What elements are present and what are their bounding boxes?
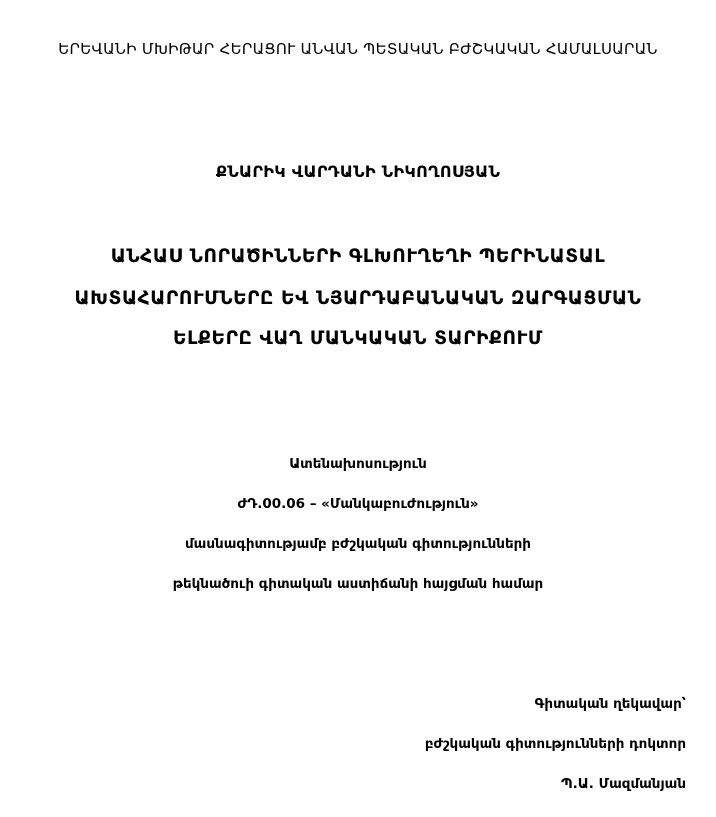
- thesis-title-line-3: ԵԼՔԵՐԸ ՎԱՂ ՄԱՆԿԱԿԱՆ ՏԱՐԻՔՈՒՄ: [173, 328, 543, 349]
- supervisor-name: Պ.Ա. Մազմանյան: [560, 776, 686, 792]
- thesis-title-line-2: ԱԽՏԱՀԱՐՈՒՄՆԵՐԸ ԵՎ ՆՅԱՐԴԱԲԱՆԱԿԱՆ ԶԱՐԳԱՑՄԱՆ: [74, 288, 642, 309]
- thesis-field: մասնագիտությամբ բժշկական գիտությունների: [185, 536, 531, 552]
- supervisor-title: բժշկական գիտությունների դոկտոր: [424, 736, 686, 752]
- thesis-degree: թեկնածուի գիտական աստիճանի հայցման համար: [172, 576, 544, 592]
- thesis-type: Ատենախոսություն: [289, 456, 427, 472]
- supervisor-role: Գիտական ղեկավար՝: [534, 696, 686, 712]
- university-name: ԵՐԵՎԱՆԻ ՄԽԻԹԱՐ ՀԵՐԱՑՈՒ ԱՆՎԱՆ ՊԵՏԱԿԱՆ ԲԺՇԿԱԿԱՆ ՀԱՄԱԼՍԱՐԱՆ: [58, 40, 658, 58]
- author-name: ՔՆԱՐԻԿ ՎԱՐԴԱՆԻ ՆԻԿՈՂՈՍՅԱՆ: [215, 162, 501, 181]
- thesis-specialty: ԺԴ.00.06 – «Մանկաբուժություն»: [237, 496, 479, 512]
- thesis-title-line-1: ԱՆՀԱՍ ՆՈՐԱԾԻՆՆԵՐԻ ԳԼԽՈՒՂԵՂԻ ՊԵՐԻՆԱՏԱԼ: [110, 246, 606, 267]
